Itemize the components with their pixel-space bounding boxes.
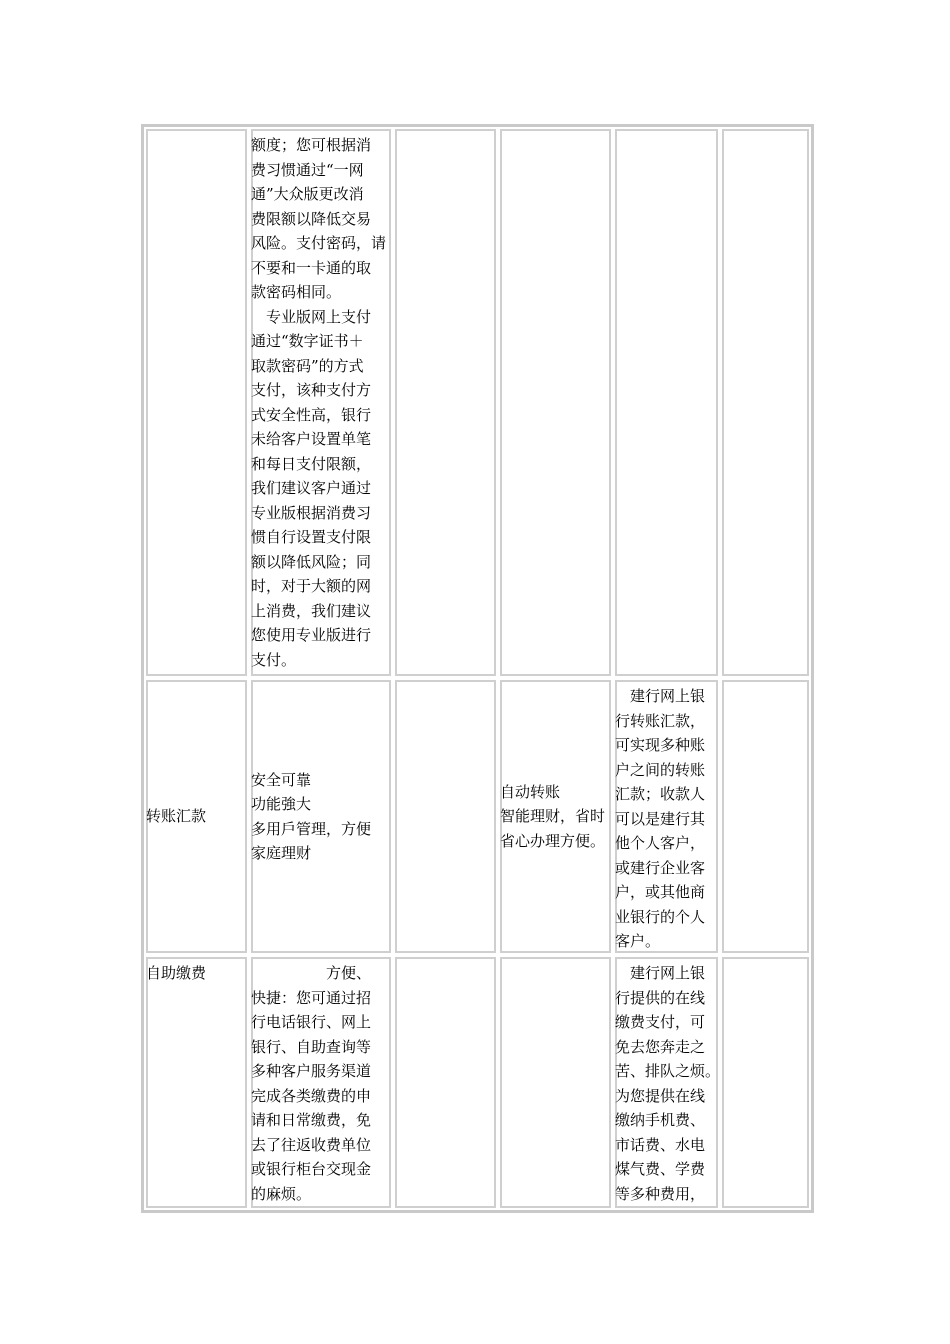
cell-text-line: 汇款；收款人	[615, 785, 706, 803]
cell-text-line: 额以降低风险；同	[251, 552, 372, 571]
cell-text-line: 户之间的转账	[615, 760, 706, 779]
cell-text-line: 为您提供在线	[615, 1086, 706, 1105]
cell-text-line: 缴费支付，可	[615, 1013, 706, 1031]
cell-text-line: 等多种费用，	[615, 1184, 706, 1203]
table-cell-r2-c2	[395, 957, 496, 1208]
table-cell-r0-c3	[500, 129, 611, 676]
cell-text-line: 的麻烦。	[251, 1184, 312, 1203]
cell-text-line: 自动转账	[500, 782, 561, 801]
cell-text-line: 完成各类缴费的申	[251, 1086, 372, 1105]
table-cell-r0-c0	[146, 129, 247, 676]
cell-text-line: 请和日常缴费，免	[251, 1111, 372, 1129]
cell-text-line: 他个人客户，	[615, 834, 706, 852]
table-cell-r1-c5	[722, 680, 809, 953]
cell-text-line: 行提供的在线	[615, 988, 706, 1007]
cell-text-line: 业银行的个人	[615, 907, 706, 926]
cell-text-line: 户，或其他商	[615, 883, 706, 901]
cell-text-line: 支付，该种支付方	[251, 381, 372, 399]
cell-text-line: 多用戶管理，方便	[251, 819, 372, 838]
table-cell-r1-c2	[395, 680, 496, 953]
cell-text-line: 银行、自助查询等	[251, 1037, 372, 1056]
table-cell-r2-c5	[722, 957, 809, 1208]
cell-text-line: 免去您奔走之	[615, 1037, 706, 1056]
cell-text-line: 通”大众版更改消	[251, 185, 364, 203]
cell-text-line: 方便、	[251, 964, 372, 982]
cell-text-line: 专业版网上支付	[251, 307, 372, 326]
table-cell-r0-c5	[722, 129, 809, 676]
cell-text-line: 家庭理财	[251, 844, 312, 862]
cell-text-line: 省心办理方便。	[500, 831, 606, 850]
cell-text-line: 智能理财，省时	[500, 807, 606, 826]
cell-text-line: 行转账汇款，	[615, 711, 706, 730]
cell-text-line: 取款密码”的方式	[251, 356, 364, 375]
cell-text-line: 快捷：您可通过招	[251, 988, 372, 1007]
cell-text-line: 惯自行设置支付限	[251, 528, 372, 546]
cell-text-line: 不要和一卡通的取	[251, 258, 372, 277]
cell-text-line: 费限额以降低交易	[251, 209, 372, 228]
cell-text-line: 费习惯通过“一网	[251, 160, 364, 179]
cell-text-line: 款密码相同。	[251, 283, 342, 301]
cell-text-line: 式安全性高，银行	[251, 405, 372, 424]
cell-text-line: 客户。	[615, 932, 661, 950]
cell-text-line: 风险。支付密码，请	[251, 234, 387, 252]
cell-text-line: 和每日支付限额，	[251, 454, 372, 473]
cell-text-line: 安全可靠	[251, 770, 312, 789]
cell-text-line: 专业版根据消费习	[251, 503, 372, 522]
cell-text-line: 未给客户设置单笔	[251, 430, 372, 448]
cell-text-line: 支付。	[251, 650, 297, 669]
cell-text-line: 多种客户服务渠道	[251, 1062, 372, 1080]
cell-text-line: 市话费、水电	[615, 1135, 706, 1154]
table-cell-r2-c0	[146, 957, 247, 1208]
cell-text-line: 上消费，我们建议	[251, 601, 372, 620]
cell-text-line: 时，对于大额的网	[251, 577, 372, 595]
cell-text-line: 功能強大	[251, 795, 312, 813]
cell-text-line: 或建行企业客	[615, 858, 706, 877]
cell-text-line: 可实现多种账	[615, 736, 706, 754]
cell-text-line: 自助缴费	[146, 964, 207, 982]
cell-text-line: 缴纳手机费、	[615, 1111, 706, 1129]
table-cell-r0-c2	[395, 129, 496, 676]
cell-text-line: 去了往返收费单位	[251, 1135, 372, 1154]
cell-text-line: 转账汇款	[146, 807, 207, 826]
cell-text-line: 通过“数字证书＋	[251, 332, 364, 350]
cell-text-line: 苦、排队之烦。	[615, 1062, 721, 1080]
cell-text-line: 建行网上银	[615, 964, 706, 982]
table-cell-r0-c4	[615, 129, 718, 676]
cell-text-line: 行电话银行、网上	[251, 1013, 372, 1031]
cell-text-line: 可以是建行其	[615, 809, 706, 828]
table-cell-r2-c3	[500, 957, 611, 1208]
cell-text-line: 额度；您可根据消	[251, 136, 372, 154]
cell-text-line: 或银行柜台交现金	[251, 1160, 372, 1178]
cell-text-line: 建行网上银	[615, 687, 706, 705]
cell-text-line: 我们建议客户通过	[251, 479, 372, 497]
cell-text-line: 煤气费、学费	[615, 1160, 706, 1178]
cell-text-line: 您使用专业版进行	[251, 626, 372, 644]
